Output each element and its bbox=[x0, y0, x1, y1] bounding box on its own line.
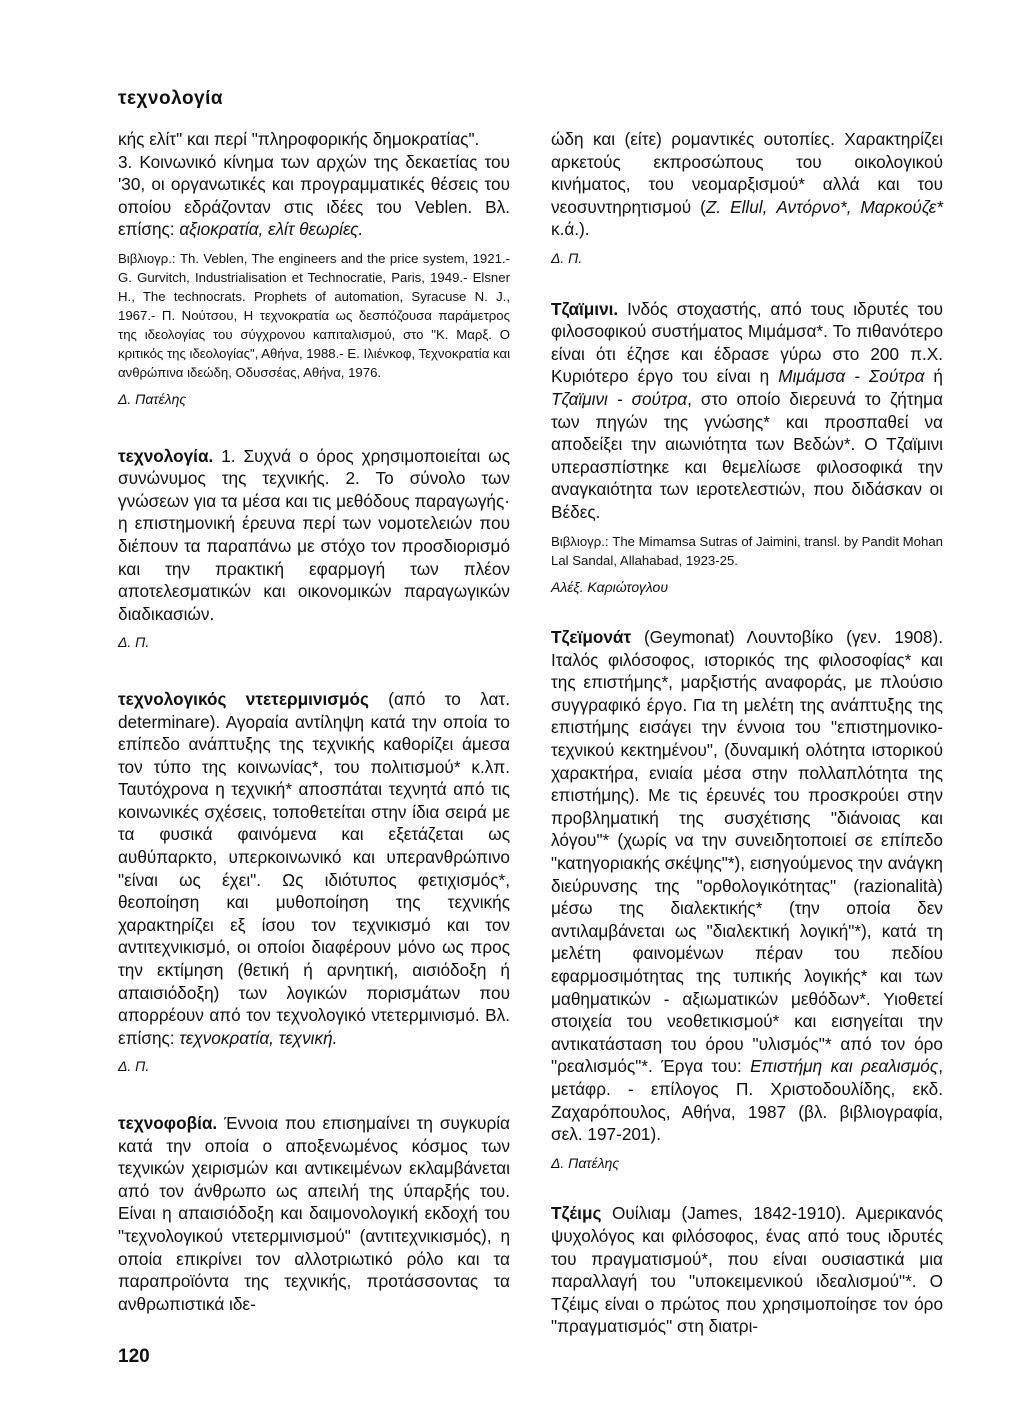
bibliography: Βιβλιογρ.: The Mimamsa Sutras of Jaimini, transl. by Pandit Mohan Lal Sandal, Allahabad, 1923-25. bbox=[551, 533, 943, 568]
entry-jaimini: Τζαϊμινι. Ινδός στοχαστής, από τους ιδρυτές του φιλοσοφικού συστήματος Μιμάμσα*. Το πιθανότερο είναι ότι έζησε και έδρασε γύρω στο 200 π.Χ. Κυριότερο έργο του είναι η Μιμάμσα - Σούτρα ή Τζαϊμινι - σούτρα, στο οποίο διερευνά το ζήτημα των πηγών της γνώσης* και προσπαθεί να αποδείξει την αιωνιότητα των Βεδών*. Ο Τζαϊμινι υπερασπίστηκε και θεμελίωσε φιλοσοφικά την αναγκαιότητα των ιεροτελεστιών, που διδάσκαν οι Βέδες. bbox=[551, 298, 943, 522]
headword: τεχνολογία. bbox=[118, 445, 214, 466]
entry-text: κής ελίτ" και περί "πληροφορικής δημοκρατίας". bbox=[118, 129, 480, 149]
entry-tecnologia: τεχνολογία. 1. Συχνά ο όρος χρησιμοποιείται ως συνώνυμος της τεχνικής. 2. Το σύνολο των γνώσεων για τα μέσα και τις μεθόδους παραγωγής· η επιστημονική έρευνα περί των νομοτελειών που διέπουν τα παραπάνω με στόχο τον προσδιορισμό και την πρακτική εφαρμογή των πλέον αποτελεσματικών και οικονομικών παραγωγικών διαδικασιών. bbox=[118, 445, 510, 624]
entry-technophobia: τεχνοφοβία. Έννοια που επισημαίνει τη συγκυρία κατά την οποία ο αποξενωμένος κόσμος των τεχνικών χειρισμών και αντικειμένων εκλαμβάνεται από τον άνθρωπο ως απειλή της ύπαρξής του. Είναι η απαισιόδοξη και δαιμονολογική εκδοχή του "τεχνολογικού ντετερμινισμού" (αντιτεχνικισμός), η οποία επικρίνει τον αλλοτριωτικό ρόλο και τα παραπροϊόντα της τεχνικής, προτάσσοντας τα ανθρωπιστικά ιδε- bbox=[118, 1113, 510, 1314]
headword: τεχνολογικός ντετερμινισμός bbox=[118, 688, 369, 709]
author-signature: Δ. Π. bbox=[551, 249, 583, 266]
author-signature: Δ. Πατέλης bbox=[118, 390, 187, 407]
left-column bbox=[118, 128, 510, 1315]
author-signature: Αλέξ. Καριώτογλου bbox=[551, 578, 669, 595]
entry-tech-determinism: τεχνολογικός ντετερμινισμός (από το λατ. determinare). Αγοραία αντίληψη κατά την οποία το επίπεδο ανάπτυξης της τεχνικής καθορίζει άμεσα τον τύπο της κοινωνίας*, του πολιτισμού* κ.λπ. Ταυτόχρονα η τεχνική* αποσπάται τεχνητά από τις κοινωνικές σχέσεις, τοποθετείται στην ίδια σειρά με τα φυσικά φαινόμενα και εξετάζεται ως αυθύπαρκτο, υπερκοινωνικό και υπερανθρώπινο "είναι ως έχει". Ως ιδιότυπος φετιχισμός*, θεοποίηση και μυθοποίηση της τεχνικής χαρακτηρίζει εξ ίσου τον τεχνικισμό και τον αντιτεχνικισμό, οι οποίοι διαφέρουν μόνο ως προς την εκτίμηση (θετική ή αρνητική, αισιόδοξη ή απαισιόδοξη) των λογικών πορισμάτων που απορρέουν από τον τεχνολογικό ντετερμινισμό. Βλ. επίσης: τεχνοκρατία, τεχνική. bbox=[118, 688, 511, 1048]
names: Z. Ellul, Αντόρνο*, Μαρκούζε* bbox=[705, 196, 943, 217]
page-number: 120 bbox=[118, 1346, 150, 1367]
bibliography: Βιβλιογρ.: Th. Veblen, The engineers and the price system, 1921.- G. Gurvitch, Industrialisation et Technocratie, Paris, 1949.- Elsner H., The technocrats. Prophets of automation, Syracuse N. J., 1967.- Π. Νούτσου, Η τεχνοκρατία ως δεσπόζουσα παράμετρος της ιδεολογίας του σύγχρονου καπιταλισμού, στο "Κ. Μαρξ. Ο κριτικός της ιδεολογίας", Αθήνα, 1988.- Ε. Ιλιένκοφ, Τεχνοκρατία και ανθρώπινα ιδεώδη, Οδυσσέας, Αθήνα, 1976. bbox=[118, 250, 510, 380]
running-header: τεχνολογία bbox=[118, 88, 224, 109]
entry-text: 3. Κοινωνικό κίνημα των αρχών της δεκαετίας του '30, οι οργανωτικές και προγραμματικές θέσεις του οποίου εδράζονταν στις ιδέες του Veblen. Βλ. επίσης: αξιοκρατία, ελίτ θεωρίες. bbox=[118, 151, 510, 240]
headword: Τζαϊμινι. bbox=[551, 298, 619, 319]
author-signature: Δ. Π. bbox=[118, 1058, 150, 1075]
see-also: τεχνοκρατία, τεχνική. bbox=[179, 1027, 338, 1048]
entry-geymonat: Τζεϊμονάτ (Geymonat) Λουντοβίκο (γεν. 1908). Ιταλός φιλόσοφος, ιστορικός της φιλοσοφίας* και της επιστήμης*, μαρξιστής αναφοράς, με πλούσιο συγγραφικό έργο. Για τη μελέτη της ανάπτυξης της επιστήμης εισάγει την έννοια του "επιστημονικο-τεχνικού κεκτημένου", (δυναμική ολότητα ιστορικού χαρακτήρα, ενιαία μέσα στην πολλαπλότητα της επιστήμης). Με τις έρευνές του προσκρούει στην προβληματική της συσχέτισης "διάνοιας και λόγου"* (χωρίς να την συνειδητοποιεί σε επίπεδο "κατηγοριακής σκέψης"*), εισηγούμενος την ανάγκη διεύρυνσης της "ορθολογικότητας" (razionalità) μέσω της διαλεκτικής* (την οποία δεν αντιλαμβάνεται ως "διαλεκτική λογική"*), κατά τη μελέτη φαινομένων πέραν του πεδίου εφαρμοσιμότητας της τυπικής λογικής* και των μαθηματικών - αξιωματικών μεθόδων*. Υιοθετεί στοιχεία του νεοθετικισμού* και εισηγείται την αντικατάσταση του όρου "υλισμός"* από τον όρο "ρεαλισμός"*. Έργα του: Επιστήμη και ρεαλισμός, μετάφρ. - επίλογος Π. Χριστοδουλίδης, εκδ. Ζαχαρόπουλος, Αθήνα, 1987 (βλ. βιβλιογραφία, σελ. 197-201). bbox=[551, 627, 944, 1145]
headword: Τζεϊμονάτ bbox=[551, 627, 632, 648]
author-signature: Δ. Πατέλης bbox=[551, 1154, 620, 1171]
author-signature: Δ. Π. bbox=[118, 634, 150, 651]
headword: Τζέιμς bbox=[551, 1203, 602, 1224]
entry-james: Τζέιμς Ουίλιαμ (James, 1842-1910). Αμερικανός ψυχολόγος και φιλόσοφος, ένας από τους ιδρυτές του πραγματισμού*, που είναι ουσιαστικά μια παραλλαγή του "υποκειμενικού ιδεαλισμού"*. Ο Τζέιμς είναι ο πρώτος που χρησιμοποίησε τον όρο "πραγματισμός" στη διατρι- bbox=[551, 1203, 943, 1337]
right-column bbox=[551, 128, 943, 1338]
entry-text: ώδη και (είτε) ρομαντικές ουτοπίες. Χαρακτηρίζει αρκετούς εκπροσώπους του οικολογικού κινήματος, του νεομαρξισμού* αλλά και του νεοσυντηρητισμού (Z. Ellul, Αντόρνο*, Μαρκούζε* κ.ά.). bbox=[551, 129, 943, 240]
see-also: αξιοκρατία, ελίτ θεωρίες. bbox=[179, 219, 364, 240]
headword: τεχνοφοβία. bbox=[118, 1113, 218, 1133]
